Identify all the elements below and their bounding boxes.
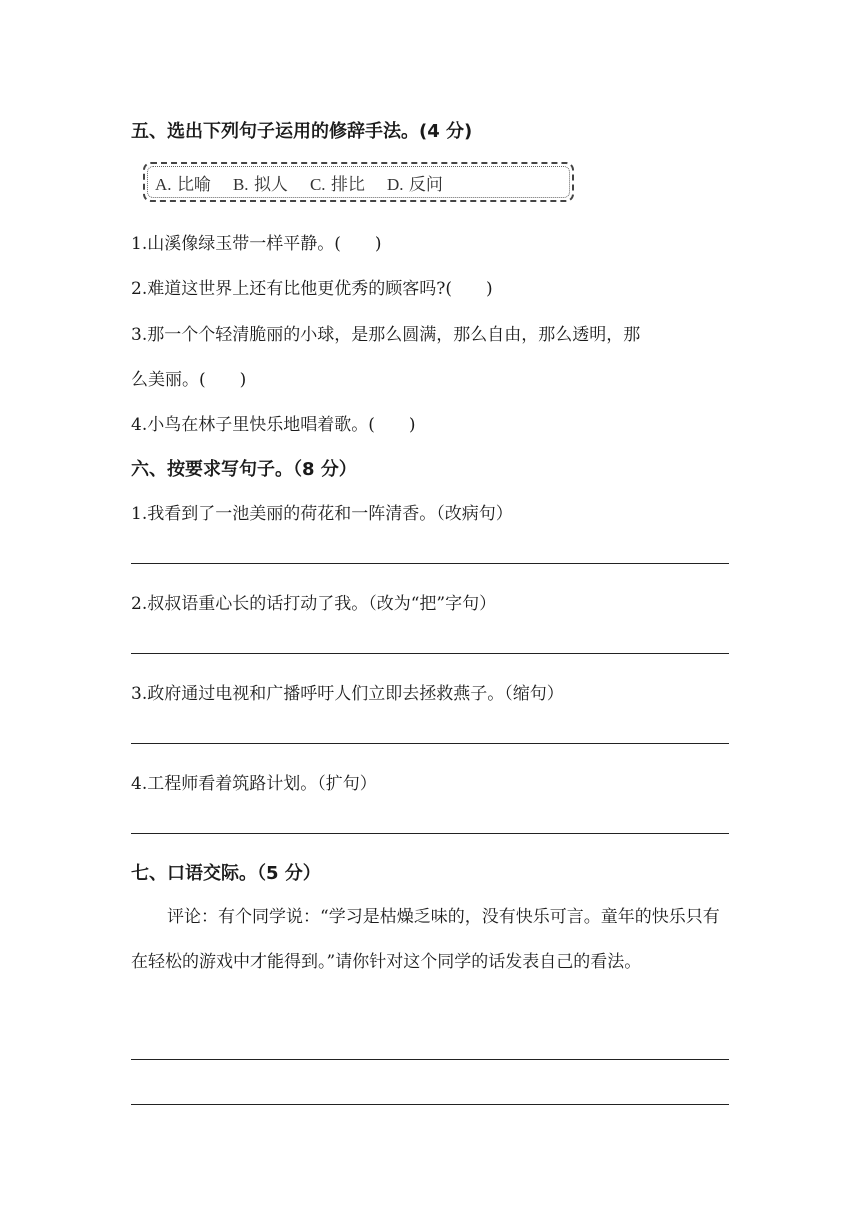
question-6-4: 4.工程师看着筑路计划。（扩句） xyxy=(131,774,377,794)
section-6-title: 六、按要求写句子。（8 分） xyxy=(131,459,357,480)
answer-line-6-1[interactable] xyxy=(131,563,729,564)
option-c: C. 排比 xyxy=(309,174,365,195)
option-a: A. 比喻 xyxy=(155,174,211,195)
section-7-prompt: 评论：有个同学说：“学习是枯燥乏味的，没有快乐可言。童年的快乐只有在轻松的游戏中才能得到。”请你针对这个同学的话发表自己的看法。 xyxy=(131,907,720,972)
section-7-title: 七、口语交际。（5 分） xyxy=(131,863,321,884)
answer-line-7-2[interactable] xyxy=(131,1104,729,1105)
question-5-4: 4.小鸟在林子里快乐地唱着歌。( ) xyxy=(131,415,416,435)
section-5-title: 五、选出下列句子运用的修辞手法。(4 分) xyxy=(131,121,473,142)
question-5-3-line-2: 么美丽。( ) xyxy=(131,370,247,390)
question-5-1: 1.山溪像绿玉带一样平静。( ) xyxy=(131,234,382,254)
question-6-3: 3.政府通过电视和广播呼吁人们立即去拯救燕子。（缩句） xyxy=(131,684,564,704)
answer-line-6-2[interactable] xyxy=(131,653,729,654)
answer-line-6-4[interactable] xyxy=(131,833,729,834)
question-5-3-line-1: 3.那一个个轻清脆丽的小球，是那么圆满，那么自由，那么透明，那 xyxy=(131,325,641,345)
answer-line-7-1[interactable] xyxy=(131,1059,729,1060)
option-b: B. 拟人 xyxy=(232,174,288,195)
answer-line-6-3[interactable] xyxy=(131,743,729,744)
option-d: D. 反问 xyxy=(386,174,443,195)
rhetoric-options-box xyxy=(143,162,574,202)
question-5-2: 2.难道这世界上还有比他更优秀的顾客吗?( ) xyxy=(131,279,493,299)
question-6-2: 2.叔叔语重心长的话打动了我。（改为“把”字句） xyxy=(131,594,497,614)
question-6-1: 1.我看到了一池美丽的荷花和一阵清香。（改病句） xyxy=(131,504,513,524)
